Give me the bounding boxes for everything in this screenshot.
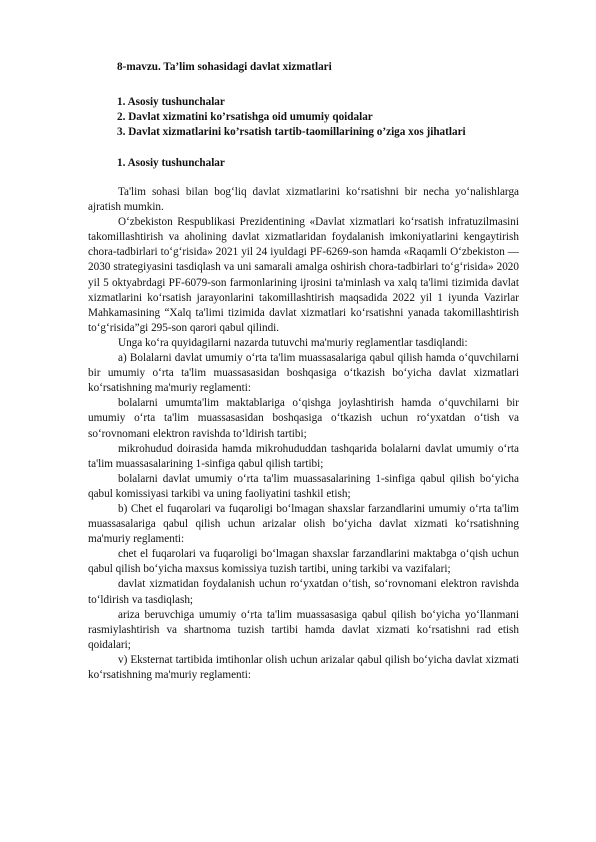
document-title: 8-mavzu. Ta’lim sohasidagi davlat xizmatlari xyxy=(117,61,332,73)
paragraph: mikrohudud doirasida hamda mikrohududdan tashqarida bolalarni davlat umumiy o‘rta ta'lim muassasalarining 1-sinfiga qabul qilish tartibi; xyxy=(88,442,519,470)
paragraph: bolalarni umumta'lim maktablariga o‘qishga joylashtirish hamda o‘quvchilarni bir umumiy o‘rta ta'lim muassasasidan boshqasiga o‘tkazish uchun ro‘yxatdan o‘tish va so‘rovnomani elektron ravishda to‘ldirish tartibi; xyxy=(88,397,519,440)
paragraph: a) Bolalarni davlat umumiy o‘rta ta'lim muassasalariga qabul qilish hamda o‘quvchilarni bir umumiy o‘rta ta'lim muassasasidan boshqasiga o‘tkazish bo‘yicha davlat xizmatlari ko‘rsatishning ma'muriy reglamenti: xyxy=(88,352,519,395)
table-of-contents xyxy=(117,95,466,140)
paragraph: v) Eksternat tartibida imtihonlar olish uchun arizalar qabul qilish bo‘yicha davlat xizmati ko‘rsatishning ma'muriy reglamenti: xyxy=(88,653,519,681)
paragraph: Unga ko‘ra quyidagilarni nazarda tutuvchi ma'muriy reglamentlar tasdiqlandi: xyxy=(118,336,468,349)
paragraph: chet el fuqarolari va fuqaroligi bo‘lmagan shaxslar farzandlarini maktabga o‘qish uchun qabul qilish bo‘yicha maxsus komissiya tuzish tartibi, uning tarkibi va vazifalari; xyxy=(88,548,519,576)
paragraph: ariza beruvchiga umumiy o‘rta ta'lim muassasasiga qabul qilish bo‘yicha yo‘llanmani rasmiylashtirish va shartnoma tuzish tartibi hamda davlat xizmati ko‘rsatishni rad etish qoidalari; xyxy=(88,608,519,651)
toc-item: 1. Asosiy tushunchalar xyxy=(117,96,225,108)
paragraph: bolalarni davlat umumiy o‘rta ta'lim muassasalarining 1-sinfiga qabul qilish bo‘yicha qabul komissiyasi tarkibi va uning faoliyatini tashkil etish; xyxy=(88,472,519,500)
paragraph: b) Chet el fuqarolari va fuqaroligi bo‘lmagan shaxslar farzandlarini umumiy o‘rta ta'lim muassasalariga qabul qilish uchun arizalar olish bo‘yicha davlat xizmati ko‘rsatishning ma'muriy reglamenti: xyxy=(88,502,519,546)
paragraph: Ta'lim sohasi bilan bog‘liq davlat xizmatlarini ko‘rsatishni bir necha yo‘nalishlarga ajratish mumkin. xyxy=(88,186,519,214)
toc-item: 2. Davlat xizmatini ko’rsatishga oid umumiy qoidalar xyxy=(117,111,373,124)
toc-item: 3. Davlat xizmatlarini ko’rsatish tartib-taomillarining o’ziga xos jihatlari xyxy=(117,126,466,139)
paragraph: davlat xizmatidan foydalanish uchun ro‘yxatdan o‘tish, so‘rovnomani elektron ravishda to‘ldirish va tasdiqlash; xyxy=(88,578,519,606)
body-text xyxy=(88,185,519,683)
section-heading: 1. Asosiy tushunchalar xyxy=(117,157,225,169)
paragraph: O‘zbekiston Respublikasi Prezidentining «Davlat xizmatlari ko‘rsatish infratuzilmasini takomillashtirish va aholining davlat xizmatlaridan foydalanish imkoniyatlarini kengaytirish chora-tadbirlari to‘g‘risida» 2021 yil 24 iyuldagi PF-6269-son hamda «Raqamli O‘zbekiston — 2030 strategiyasini tasdiqlash va uni samarali amalga oshirish chora-tadbirlari to‘g‘risida» 2020 yil 5 oktyabrdagi PF-6079-son farmonlarining ijrosini ta'minlash va xalq ta'limi tizimida davlat xizmatlarini ko‘rsatish jarayonlarini takomillashtirish maqsadida 2022 yil 1 iyunda Vazirlar Mahkamasining “Xalq ta'limi tizimida davlat xizmatlari ko‘rsatishni yanada takomillashtirish to‘g‘risida”gi 295-son qarori qabul qilindi. xyxy=(88,216,519,334)
